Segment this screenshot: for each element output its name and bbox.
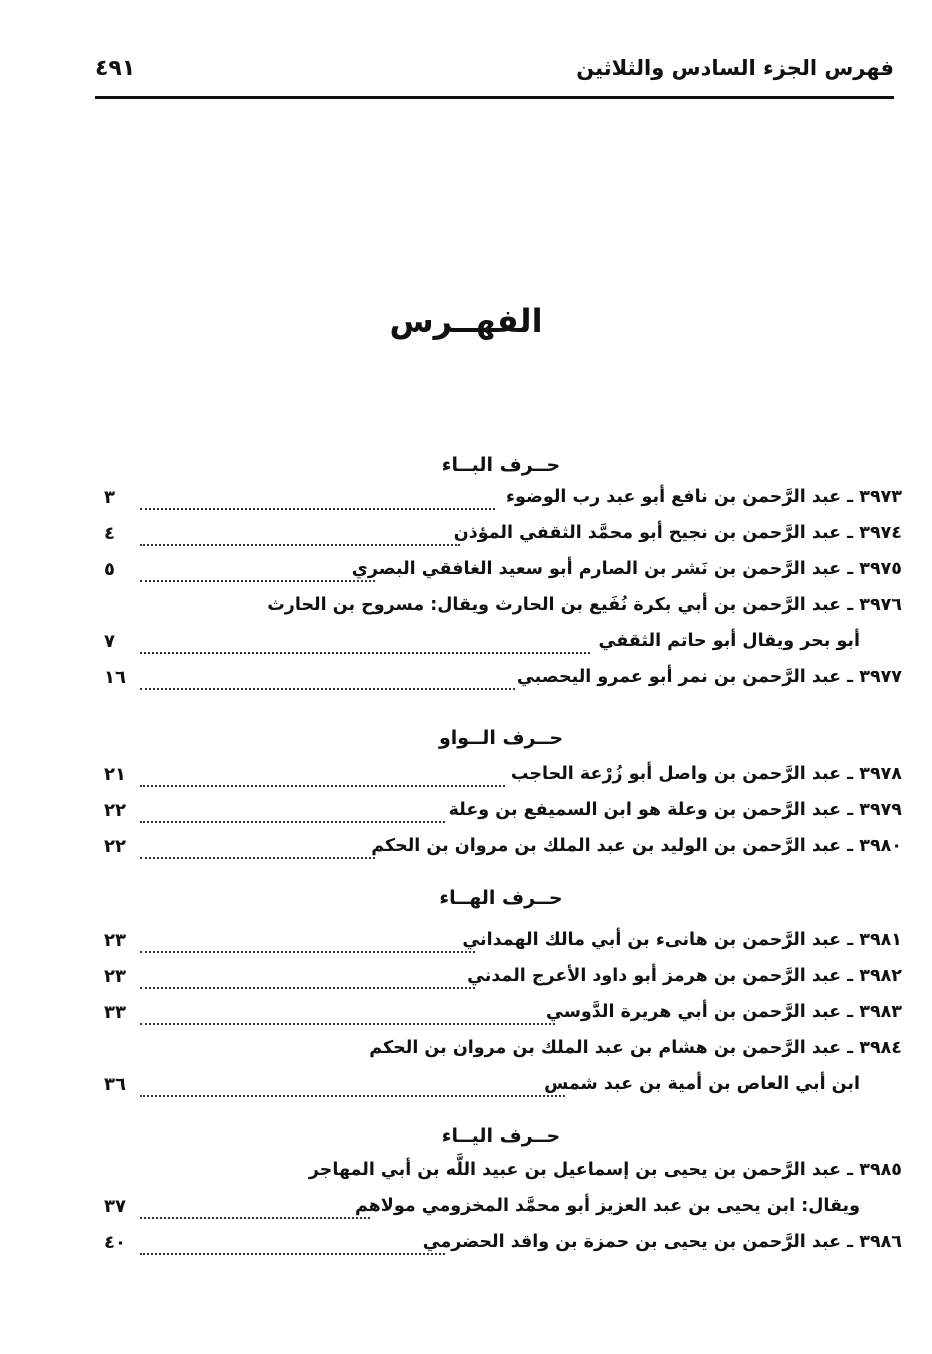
section-haa [100,880,902,1106]
dot-leader [140,676,515,690]
index-entry [100,998,902,1034]
section-yaa [100,1118,902,1264]
entry-text: ٣٩٨٤ ـ عبد الرَّحمن بن هشام بن عبد الملك بن مروان بن الحكم [369,1038,902,1058]
dot-leader [140,1011,555,1025]
entry-text: ٣٩٧٣ ـ عبد الرَّحمن بن نافع أبو عبد رب الوضوء [506,487,902,507]
entry-page: ٢١ [104,764,126,785]
index-entry [100,760,902,796]
section-heading: حــرف الــواو [438,727,564,749]
index-entry-continuation [100,627,902,663]
entry-page: ٣ [104,487,115,508]
section-heading: حــرف البــاء [441,454,561,476]
index-entry [100,555,902,591]
dot-leader [140,939,475,953]
dot-leader [140,773,505,787]
index-entry [100,796,902,832]
dot-leader [140,1205,370,1219]
entry-page: ٢٢ [104,836,126,857]
entry-page: ١٦ [104,667,126,688]
index-title: الفهــرس [389,302,543,340]
page-number: ٤٩١ [95,56,136,81]
entry-page: ٣٦ [104,1074,126,1095]
running-title: فهرس الجزء السادس والثلاثين [576,56,894,80]
index-entry [100,1156,902,1192]
entry-text: ٣٩٧٩ ـ عبد الرَّحمن بن وعلة هو ابن السميفع بن وعلة [448,800,902,820]
entry-text: ٣٩٧٦ ـ عبد الرَّحمن بن أبي بكرة نُفَيع بن الحارث ويقال: مسروح بن الحارث [267,595,902,615]
entry-page: ٣٣ [104,1002,126,1023]
dot-leader [140,1083,565,1097]
entry-text: ٣٩٧٨ ـ عبد الرَّحمن بن واصل أبو زُرْعة الحاجب [510,764,902,784]
entry-page: ٤٠ [104,1232,126,1253]
entry-text: ٣٩٨٦ ـ عبد الرَّحمن بن يحيى بن حمزة بن واقد الحضرمي [422,1232,902,1252]
index-entry [100,962,902,998]
dot-leader [140,1241,445,1255]
entry-text: ٣٩٨٥ ـ عبد الرَّحمن بن يحيى بن إسماعيل بن عبيد اللَّه بن أبي المهاجر [308,1160,902,1180]
index-entry [100,591,902,627]
dot-leader [140,809,445,823]
running-header [95,48,894,99]
dot-leader [140,845,375,859]
entry-text: ٣٩٨٠ ـ عبد الرَّحمن بن الوليد بن عبد الملك بن مروان بن الحكم [371,836,902,856]
entry-page: ٢٣ [104,930,126,951]
entry-text: ابن أبي العاص بن أمية بن عبد شمس [544,1074,860,1094]
dot-leader [140,496,495,510]
entry-page: ٢٣ [104,966,126,987]
index-entry [100,832,902,868]
entry-page: ٥ [104,559,115,580]
index-entry [100,1034,902,1070]
dot-leader [140,532,460,546]
section-heading: حــرف اليــاء [441,1125,561,1147]
entry-text: ويقال: ابن يحيى بن عبد العزيز أبو محمَّد المخزومي مولاهم [354,1196,860,1216]
index-entry [100,483,902,519]
entry-text: ٣٩٨١ ـ عبد الرَّحمن بن هانىء بن أبي مالك الهمداني [462,930,902,950]
section-baa [100,447,902,699]
index-entry [100,1228,902,1264]
section-heading: حــرف الهــاء [439,887,563,909]
entry-page: ٣٧ [104,1196,126,1217]
index-entry-continuation [100,1192,902,1228]
index-entry [100,926,902,962]
entry-text: ٣٩٧٤ ـ عبد الرَّحمن بن نجيح أبو محمَّد الثقفي المؤذن [453,523,902,543]
entry-text: أبو بحر ويقال أبو حاتم الثقفي [598,631,860,651]
section-waw [100,720,902,868]
index-entry [100,519,902,555]
dot-leader [140,568,375,582]
index-entry [100,663,902,699]
entry-page: ٧ [104,631,115,652]
dot-leader [140,640,590,654]
entry-text: ٣٩٧٥ ـ عبد الرَّحمن بن نَشر بن الصارم أبو سعيد الغافقي البصري [351,559,902,579]
entry-text: ٣٩٧٧ ـ عبد الرَّحمن بن نمر أبو عمرو اليحصبي [516,667,902,687]
entry-text: ٣٩٨٢ ـ عبد الرَّحمن بن هرمز أبو داود الأعرج المدني [467,966,902,986]
dot-leader [140,975,475,989]
entry-text: ٣٩٨٣ ـ عبد الرَّحمن بن أبي هريرة الدَّوسي [546,1002,902,1022]
index-entry-continuation [100,1070,902,1106]
entry-page: ٢٢ [104,800,126,821]
entry-page: ٤ [104,523,115,544]
